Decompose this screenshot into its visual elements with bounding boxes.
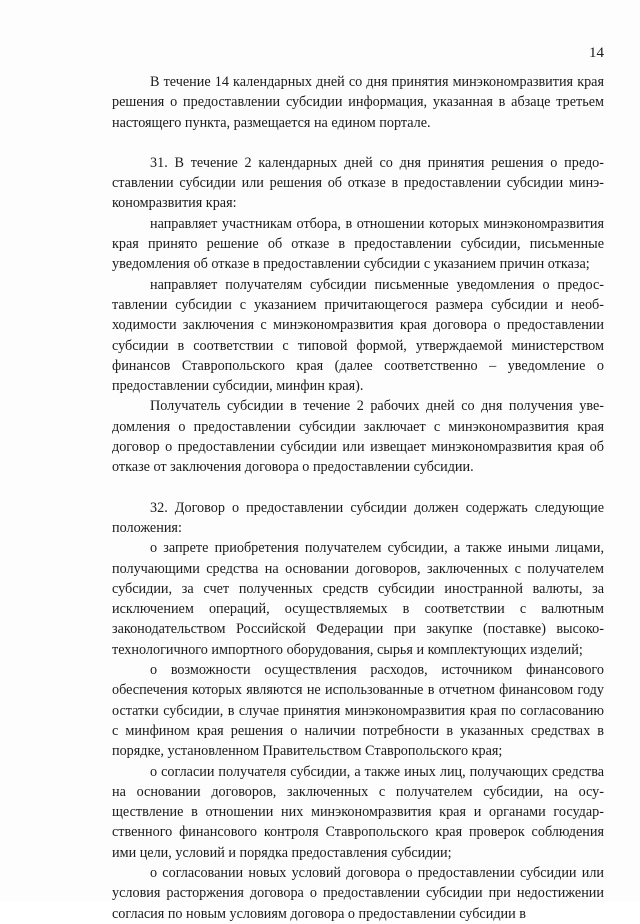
paragraph-audit-consent: о согласии получателя субсидии, а также иных лиц, получающих средства на основании договоров, заключенных с получателем субсидии, на осуществление в отношении них минэкономразвития края и органами государственного финансового контроля Ставропольского края проверок соблюдения ими цели, условий и порядка предоставления субсидии; <box>112 763 604 861</box>
page-number: 14 <box>589 45 604 61</box>
paragraph-refusal-notices: направляет участникам отбора, в отношении которых минэкономразвития края принято решение об отказе в предоставлении субсидии, письменные уведомления об отказе в предоставлении субсидии с указанием причин отказа; <box>112 215 604 273</box>
paragraph-grant-notices: направляет получателям субсидии письменные уведомления о предоставлении субсидии с указанием причитающегося размера субсидии и необходимости заключения с минэкономразвития края договора о предоставлении субсидии в соответствии с типовой формой, утверждаемой министерством финансов Ставропольского края (далее соответственно – уведомление о предоставлении субсидии, минфин края). <box>112 276 604 395</box>
document-body <box>112 72 604 924</box>
paragraph-new-terms: о согласовании новых условий договора о предоставлении субсидии или условия расторжения договора о предоставлении субсидии при недостижении согласия по новым условиям договора о предоставлении субсидии в <box>112 864 604 922</box>
paragraph-recipient-response: Получатель субсидии в течение 2 рабочих дней со дня получения уведомления о предоставлении субсидии заключает с минэкономразвития края договор о предоставлении субсидии или извещает минэкономразвития края об отказе от заключения договора о предоставлении субсидии. <box>112 398 604 476</box>
paragraph-publication-notice: В течение 14 календарных дней со дня принятия минэкономразвития края решения о предоставлении субсидии информация, указанная в абзаце третьем настоящего пункта, размещается на едином портале. <box>112 74 604 131</box>
paragraph-clause-31: 31. В течение 2 календарных дней со дня принятия решения о предоставлении субсидии или решения об отказе в предоставлении субсидии минэкономразвития края: <box>112 154 604 212</box>
paragraph-currency-ban: о запрете приобретения получателем субсидии, а также иными лицами, получающими средства на основании договоров, заключенных с получателем субсидии, за счет полученных средств субсидии иностранной валюты, за исключением операций, осуществляемых в соответствии с валютным законодательством Российской Федерации при закупке (поставке) высокотехнологичного импортного оборудования, сырья и комплектующих изделий; <box>112 540 604 658</box>
paragraph-unused-balances: о возможности осуществления расходов, источником финансового обеспечения которых являются не использованные в отчетном финансовом году остатки субсидии, в случае принятия минэкономразвития края по согласованию с минфином края решения о наличии потребности в указанных средствах в порядке, установленном Правительством Ставропольского края; <box>112 662 604 760</box>
paragraph-clause-32: 32. Договор о предоставлении субсидии должен содержать следующие положения: <box>112 499 604 536</box>
